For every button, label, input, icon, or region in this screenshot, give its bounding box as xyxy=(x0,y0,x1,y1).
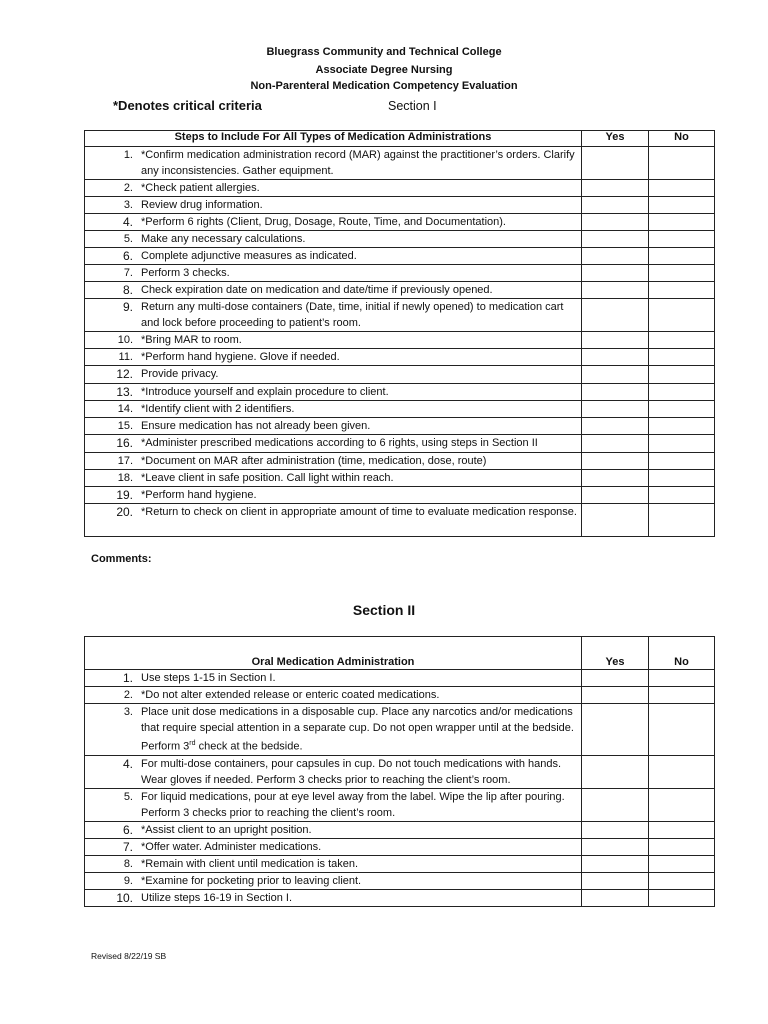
step-number: 11. xyxy=(118,351,133,363)
step-text xyxy=(137,704,581,755)
step-cell xyxy=(85,265,582,282)
table-row xyxy=(85,855,715,872)
table-row xyxy=(85,838,715,855)
section-1-yes-checkbox-cell[interactable] xyxy=(582,435,649,453)
critical-criteria-note: *Denotes critical criteria xyxy=(113,98,262,113)
step-cell xyxy=(85,670,582,687)
comments-label: Comments: xyxy=(91,553,152,565)
section-1-table xyxy=(84,130,715,537)
step-cell xyxy=(85,788,582,821)
step-number: 12. xyxy=(116,367,133,381)
step-number: 1. xyxy=(123,149,133,161)
step-number: 6. xyxy=(122,822,133,837)
step-number: 7. xyxy=(122,839,133,854)
section-2-yes-checkbox-cell[interactable] xyxy=(582,704,649,756)
step-text: Provide privacy. xyxy=(141,368,219,380)
step-number: 8. xyxy=(123,857,133,870)
step-cell xyxy=(85,299,582,332)
revision-footer: Revised 8/22/19 SB xyxy=(91,951,167,961)
step-number: 1. xyxy=(122,671,133,685)
section-1-no-checkbox-cell[interactable] xyxy=(649,366,715,384)
step-number: 9. xyxy=(122,300,133,314)
step-text: Make any necessary calculations. xyxy=(141,233,306,245)
section-1-no-checkbox-cell[interactable] xyxy=(649,147,715,180)
section-1-yes-checkbox-cell[interactable] xyxy=(582,470,649,487)
step-number: 9. xyxy=(123,874,133,887)
step-number: 6. xyxy=(122,249,133,263)
section-2-yes-checkbox-cell[interactable] xyxy=(582,755,649,788)
section-2-yes-checkbox-cell[interactable] xyxy=(582,821,649,838)
section-1-no-checkbox-cell[interactable] xyxy=(649,401,715,418)
step-text: Use steps 1-15 in Section I. xyxy=(141,672,276,684)
section-1-no-checkbox-cell[interactable] xyxy=(649,504,715,537)
section-1-yes-checkbox-cell[interactable] xyxy=(582,214,649,231)
step-text: Complete adjunctive measures as indicated. xyxy=(141,250,357,262)
section-1-no-checkbox-cell[interactable] xyxy=(649,332,715,349)
section-1-yes-checkbox-cell[interactable] xyxy=(582,504,649,537)
step-number: 7. xyxy=(123,267,133,279)
section-2-yes-checkbox-cell[interactable] xyxy=(582,889,649,906)
section-1-no-header: No xyxy=(649,131,715,147)
step-number: 2. xyxy=(123,689,133,701)
section-1-yes-checkbox-cell[interactable] xyxy=(582,349,649,366)
section-1-yes-checkbox-cell[interactable] xyxy=(582,401,649,418)
step-cell xyxy=(85,872,582,889)
section-2-no-checkbox-cell[interactable] xyxy=(649,838,715,855)
table-row xyxy=(85,349,715,366)
table-row xyxy=(85,265,715,282)
step-cell xyxy=(85,147,582,180)
section-2-label: Section II xyxy=(352,602,416,618)
section-1-step-header: Steps to Include For All Types of Medication Administrations xyxy=(85,131,582,147)
step-number: 2. xyxy=(123,182,133,194)
table-row xyxy=(85,687,715,704)
section-1-no-checkbox-cell[interactable] xyxy=(649,418,715,435)
section-1-no-checkbox-cell[interactable] xyxy=(649,453,715,470)
table-row xyxy=(85,670,715,687)
table-row xyxy=(85,704,715,756)
section-1-no-checkbox-cell[interactable] xyxy=(649,487,715,504)
section-1-no-checkbox-cell[interactable] xyxy=(649,349,715,366)
step-cell xyxy=(85,332,582,349)
table-row xyxy=(85,197,715,214)
section-1-yes-checkbox-cell[interactable] xyxy=(582,282,649,299)
section-2-no-checkbox-cell[interactable] xyxy=(649,872,715,889)
step-number: 16. xyxy=(116,436,133,450)
step-text: Check expiration date on medication and date/time if previously opened. xyxy=(141,284,493,296)
section-2-no-checkbox-cell[interactable] xyxy=(649,821,715,838)
step-text: For liquid medications, pour at eye level away from the label. Wipe the lip after pouring. Perform 3 checks prior to reaching the client’s room. xyxy=(141,790,565,819)
section-2-step-header: Oral Medication Administration xyxy=(85,637,582,670)
step-cell xyxy=(85,197,582,214)
table-row xyxy=(85,248,715,265)
section-1-no-checkbox-cell[interactable] xyxy=(649,299,715,332)
step-cell xyxy=(85,180,582,197)
table-row xyxy=(85,180,715,197)
step-cell xyxy=(85,248,582,265)
section-2-no-checkbox-cell[interactable] xyxy=(649,788,715,821)
step-number: 15. xyxy=(117,420,133,432)
step-number: 5. xyxy=(123,790,133,803)
document-title: Non-Parenteral Medication Competency Evaluation xyxy=(250,80,518,92)
step-cell xyxy=(85,487,582,504)
step-text: *Introduce yourself and explain procedure to client. xyxy=(141,386,389,398)
step-number: 19. xyxy=(116,488,133,502)
table-row xyxy=(85,872,715,889)
section-1-yes-checkbox-cell[interactable] xyxy=(582,299,649,332)
table-row xyxy=(85,418,715,435)
section-1-yes-checkbox-cell[interactable] xyxy=(582,180,649,197)
step-text: Review drug information. xyxy=(141,199,263,211)
step-text: *Leave client in safe position. Call light within reach. xyxy=(141,472,394,484)
section-1-no-checkbox-cell[interactable] xyxy=(649,180,715,197)
section-1-no-checkbox-cell[interactable] xyxy=(649,248,715,265)
college-name: Bluegrass Community and Technical College xyxy=(266,46,502,58)
step-cell xyxy=(85,401,582,418)
step-text: Ensure medication has not already been given. xyxy=(141,420,371,432)
table-row xyxy=(85,401,715,418)
step-cell xyxy=(85,282,582,299)
step-cell xyxy=(85,214,582,231)
step-cell xyxy=(85,755,582,788)
step-number: 4. xyxy=(122,756,133,771)
section-1-no-checkbox-cell[interactable] xyxy=(649,384,715,401)
section-1-no-checkbox-cell[interactable] xyxy=(649,197,715,214)
table-row xyxy=(85,755,715,788)
section-2-yes-checkbox-cell[interactable] xyxy=(582,687,649,704)
step-cell xyxy=(85,838,582,855)
section-1-no-checkbox-cell[interactable] xyxy=(649,265,715,282)
section-1-yes-checkbox-cell[interactable] xyxy=(582,248,649,265)
step-text: *Administer prescribed medications according to 6 rights, using steps in Section II xyxy=(141,437,538,449)
step-text: *Check patient allergies. xyxy=(141,182,260,194)
section-1-yes-checkbox-cell[interactable] xyxy=(582,487,649,504)
table-row xyxy=(85,366,715,384)
step-text: *Perform hand hygiene. Glove if needed. xyxy=(141,351,340,363)
table-row xyxy=(85,504,715,537)
step-cell xyxy=(85,366,582,384)
step-text: *Do not alter extended release or enteric coated medications. xyxy=(141,689,440,701)
section-2-no-checkbox-cell[interactable] xyxy=(649,755,715,788)
section-1-no-checkbox-cell[interactable] xyxy=(649,470,715,487)
ordinal-suffix: rd xyxy=(189,740,196,747)
section-1-no-checkbox-cell[interactable] xyxy=(649,231,715,248)
step-number: 8. xyxy=(122,283,133,297)
section-1-yes-checkbox-cell[interactable] xyxy=(582,332,649,349)
step-text: Return any multi-dose containers (Date, time, initial if newly opened) to medication cart and lock before proceeding to patient’s room. xyxy=(141,301,564,329)
step-text: Utilize steps 16-19 in Section I. xyxy=(141,891,293,904)
step-text: *Assist client to an upright position. xyxy=(141,823,312,836)
section-1-yes-checkbox-cell[interactable] xyxy=(582,418,649,435)
step-cell xyxy=(85,349,582,366)
section-2-no-checkbox-cell[interactable] xyxy=(649,687,715,704)
step-text: *Confirm medication administration record (MAR) against the practitioner’s orders. Clarify any inconsistencies. Gather equipment. xyxy=(141,149,575,177)
section-1-header-row xyxy=(85,131,715,147)
table-row xyxy=(85,231,715,248)
step-cell xyxy=(85,504,582,537)
section-1-no-checkbox-cell[interactable] xyxy=(649,435,715,453)
step-number: 13. xyxy=(116,385,133,399)
section-2-no-header: No xyxy=(649,637,715,670)
step-text: *Offer water. Administer medications. xyxy=(141,840,322,853)
step-text: For multi-dose containers, pour capsules in cup. Do not touch medications with hands. Wear gloves if needed. Perform 3 checks prior to reaching the client’s room. xyxy=(141,757,562,786)
table-row xyxy=(85,470,715,487)
step-number: 4. xyxy=(122,215,133,229)
section-1-no-checkbox-cell[interactable] xyxy=(649,282,715,299)
step-cell xyxy=(85,418,582,435)
step-text: *Examine for pocketing prior to leaving client. xyxy=(141,874,362,887)
step-cell xyxy=(85,470,582,487)
step-text: Perform 3 checks. xyxy=(141,267,230,279)
step-text-part: check at the bedside. xyxy=(195,740,303,753)
section-2-yes-header: Yes xyxy=(582,637,649,670)
section-2-no-checkbox-cell[interactable] xyxy=(649,889,715,906)
step-text: *Perform hand hygiene. xyxy=(141,489,257,501)
table-row xyxy=(85,282,715,299)
table-row xyxy=(85,332,715,349)
section-1-yes-checkbox-cell[interactable] xyxy=(582,147,649,180)
section-2-yes-checkbox-cell[interactable] xyxy=(582,788,649,821)
step-number: 18. xyxy=(117,472,133,484)
step-cell xyxy=(85,821,582,838)
step-number: 3. xyxy=(123,706,133,718)
step-cell xyxy=(85,453,582,470)
step-cell xyxy=(85,384,582,401)
table-row xyxy=(85,453,715,470)
section-1-yes-header: Yes xyxy=(582,131,649,147)
section-2-table xyxy=(84,636,715,907)
step-cell xyxy=(85,435,582,453)
section-1-yes-checkbox-cell[interactable] xyxy=(582,453,649,470)
section-2-no-checkbox-cell[interactable] xyxy=(649,704,715,756)
section-2-yes-checkbox-cell[interactable] xyxy=(582,855,649,872)
step-number: 3. xyxy=(123,199,133,211)
step-number: 10. xyxy=(116,890,133,905)
section-1-yes-checkbox-cell[interactable] xyxy=(582,366,649,384)
section-2-header-row xyxy=(85,637,715,670)
step-text: *Bring MAR to room. xyxy=(141,334,242,346)
program-name: Associate Degree Nursing xyxy=(315,64,453,76)
section-2-yes-checkbox-cell[interactable] xyxy=(582,838,649,855)
step-cell xyxy=(85,687,582,704)
table-row xyxy=(85,889,715,906)
section-2-no-checkbox-cell[interactable] xyxy=(649,670,715,687)
step-number: 10. xyxy=(117,334,133,346)
section-1-yes-checkbox-cell[interactable] xyxy=(582,197,649,214)
table-row xyxy=(85,487,715,504)
section-2-yes-checkbox-cell[interactable] xyxy=(582,872,649,889)
step-text: *Remain with client until medication is taken. xyxy=(141,857,359,870)
step-number: 17. xyxy=(117,455,133,467)
step-number: 14. xyxy=(117,403,133,415)
section-2-no-checkbox-cell[interactable] xyxy=(649,855,715,872)
table-row xyxy=(85,299,715,332)
step-text: *Identify client with 2 identifiers. xyxy=(141,403,295,415)
table-row xyxy=(85,147,715,180)
step-number: 5. xyxy=(123,233,133,245)
section-1-label: Section I xyxy=(388,99,437,113)
section-2-yes-checkbox-cell[interactable] xyxy=(582,670,649,687)
step-number: 20. xyxy=(116,505,133,519)
table-row xyxy=(85,821,715,838)
step-cell xyxy=(85,231,582,248)
table-row xyxy=(85,788,715,821)
section-1-yes-checkbox-cell[interactable] xyxy=(582,384,649,401)
step-text: *Perform 6 rights (Client, Drug, Dosage, Route, Time, and Documentation). xyxy=(141,216,506,228)
step-cell xyxy=(85,704,582,756)
section-1-yes-checkbox-cell[interactable] xyxy=(582,231,649,248)
step-text: *Document on MAR after administration (time, medication, dose, route) xyxy=(141,455,487,467)
step-text: *Return to check on client in appropriate amount of time to evaluate medication response. xyxy=(141,506,577,518)
table-row xyxy=(85,384,715,401)
section-1-yes-checkbox-cell[interactable] xyxy=(582,265,649,282)
table-row xyxy=(85,214,715,231)
table-row xyxy=(85,435,715,453)
step-text-part: Place unit dose medications in a disposable cup. Place any narcotics and/or medications that require special attention in a separate cup. Do not open wrapper until at the bedside. Perform 3 xyxy=(141,706,574,753)
step-cell xyxy=(85,889,582,906)
step-cell xyxy=(85,855,582,872)
section-1-no-checkbox-cell[interactable] xyxy=(649,214,715,231)
